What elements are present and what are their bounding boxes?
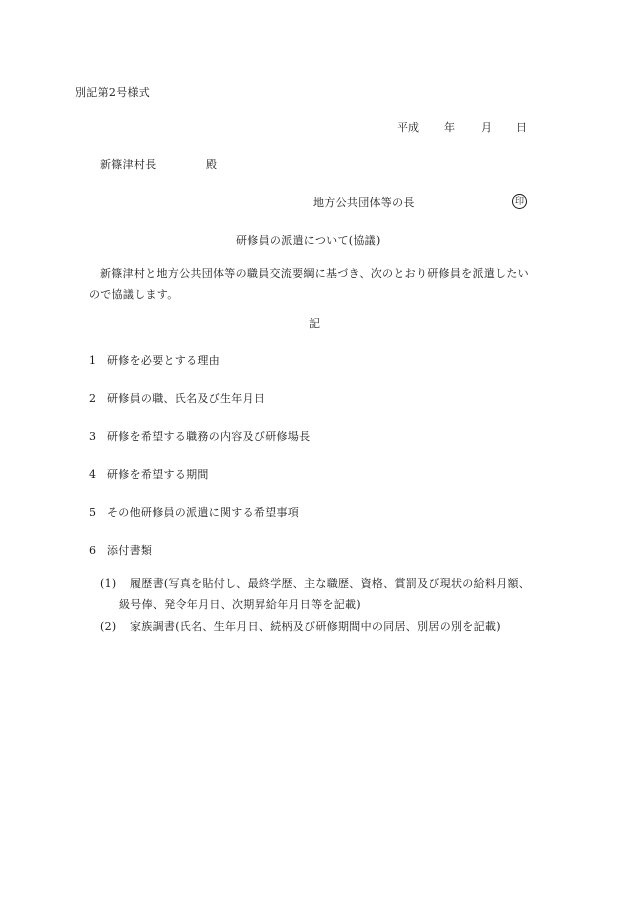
list-item-number: 4 <box>89 468 97 481</box>
list-item-number: 2 <box>89 392 97 405</box>
list-item-number: 1 <box>89 354 97 367</box>
addressee-name: 新篠津村長 <box>100 158 157 171</box>
attachment-text: 履歴書(写真を貼付し、最終学歴、主な職歴、資格、賞罰及び現状の給料月額、 <box>130 577 531 590</box>
list-item-text: 添付書類 <box>107 544 153 557</box>
body-line-2: ので協議します。 <box>89 288 179 301</box>
attachment-text: 家族調書(氏名、生年月日、続柄及び研修期間中の同居、別居の別を記載) <box>130 620 501 633</box>
document-title: 研修員の派遣について(協議) <box>236 234 381 247</box>
date-year-unit: 年 <box>444 121 455 134</box>
list-item-number: 5 <box>89 506 97 519</box>
ki-heading: 記 <box>309 317 321 330</box>
body-line-1: 新篠津村と地方公共団体等の職員交流要綱に基づき、次のとおり研修員を派遣したい <box>100 267 529 280</box>
date-era: 平成 <box>397 121 419 134</box>
list-item-number: 3 <box>89 430 97 443</box>
seal-icon: 印 <box>512 194 527 209</box>
attachment-number: (2) <box>100 620 117 633</box>
list-item-text: 研修を必要とする理由 <box>107 354 220 367</box>
date-day-unit: 日 <box>516 121 527 134</box>
list-item-text: その他研修員の派遣に関する希望事項 <box>107 506 300 519</box>
form-label: 別記第2号様式 <box>75 86 151 99</box>
list-item-text: 研修員の職、氏名及び生年月日 <box>107 392 266 405</box>
sender-title: 地方公共団体等の長 <box>313 196 415 209</box>
attachment-text-continued: 級号俸、発令年月日、次期昇給年月日等を記載) <box>119 598 361 611</box>
list-item-number: 6 <box>89 544 97 557</box>
list-item-text: 研修を希望する職務の内容及び研修場長 <box>107 430 311 443</box>
date-month-unit: 月 <box>481 121 492 134</box>
list-item-text: 研修を希望する期間 <box>107 468 209 481</box>
addressee-honorific: 殿 <box>206 158 218 171</box>
attachment-number: (1) <box>100 577 117 590</box>
